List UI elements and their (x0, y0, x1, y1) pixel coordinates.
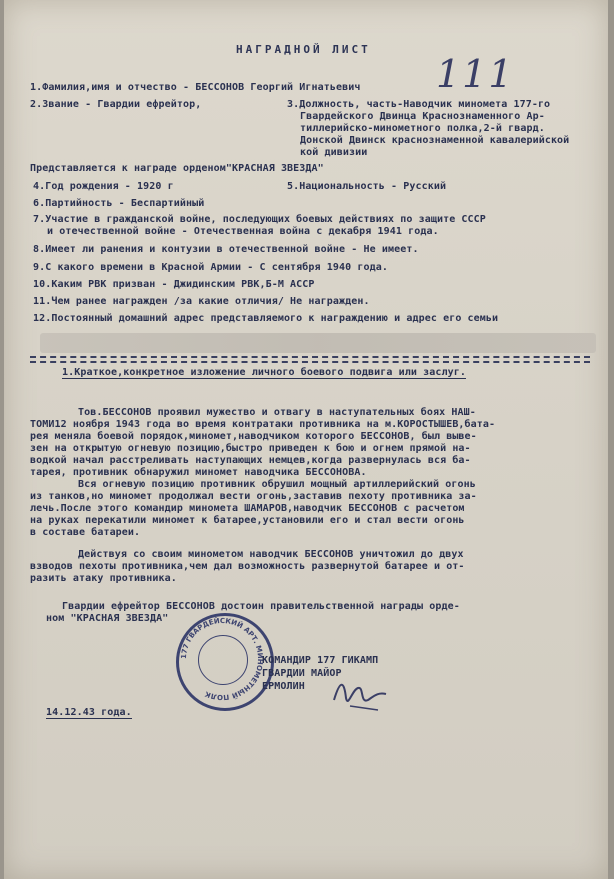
field-birth-year: 4.Год рождения - 1920 г (33, 181, 174, 192)
conclusion-line: ном "КРАСНАЯ ЗВЕЗДА" (46, 613, 169, 624)
nominated-for: Представляется к награде орденом"КРАСНАЯ ЗВЕЗДА" (30, 163, 324, 174)
divider-bottom (30, 361, 590, 363)
signature-name: ЕРМОЛИН (262, 681, 305, 692)
narrative-line: из танков,но миномет продолжал вести огонь,заставив пехоту противника за- (30, 491, 477, 502)
result-line: разить атаку противника. (30, 573, 177, 584)
conclusion-line: Гвардии ефрейтор БЕССОНОВ достоин правительственной награды орде- (62, 601, 460, 612)
stamp-ring-text (176, 613, 268, 705)
result-line: взводов пехоты противника,чем дал возможность развернутой батарее и от- (30, 561, 465, 572)
narrative-line: в составе батареи. (30, 527, 141, 538)
handwritten-signature (330, 670, 390, 720)
field-rank: 2.Звание - Гвардии ефрейтор, (30, 99, 202, 110)
field-participation-1: 7.Участие в гражданской войне, последующих боевых действиях по защите СССР (33, 214, 486, 225)
corner-number: 111 (436, 52, 515, 96)
narrative-line: рея меняла боевой порядок,миномет,наводчиком которого БЕССОНОВ, был выве- (30, 431, 477, 442)
field-draft-office: 10.Каким РВК призван - Джидинским РВК,Б-М АССР (33, 279, 315, 290)
page-title: НАГРАДНОЙ ЛИСТ (236, 43, 371, 56)
field-name: 1.Фамилия,имя и отчество - БЕССОНОВ Георгий Игнатьевич (30, 82, 361, 93)
narrative-line: на руках перекатили миномет к батарее,установили его и стал вести огонь (30, 515, 465, 526)
field-position-1: 3.Должность, часть-Наводчик миномета 177-го (287, 99, 551, 110)
section-heading: 1.Краткое,конкретное изложение личного боевого подвига или заслуг. (62, 367, 466, 378)
narrative-line: водкой начал расстреливать наступающих немцев,когда развернулась вся ба- (30, 455, 471, 466)
signature-title-2: ГВАРДИИ МАЙОР (262, 668, 342, 679)
field-party: 6.Партийность - Беспартийный (33, 198, 205, 209)
narrative-line: лечь.После этого командир миномета ШАМАРОВ,наводчик БЕССОНОВ с расчетом (30, 503, 465, 514)
divider-top (30, 356, 590, 358)
field-address: 12.Постоянный домашний адрес представляемого к награждению и адрес его семьи (33, 313, 499, 324)
field-service-start: 9.С какого времени в Красной Армии - С сентября 1940 года. (33, 262, 388, 273)
field-position-3: тиллерийско-минометного полка,2-й гвард. (300, 123, 545, 134)
field-participation-2: и отечественной войне - Отечественная война с декабря 1941 года. (47, 226, 439, 237)
field-position-4: Донской Двинск краснознаменной кавалерийской (300, 135, 570, 146)
signature-title-1: КОМАНДИР 177 ГИКАМП (262, 655, 379, 666)
narrative-line: Тов.БЕССОНОВ проявил мужество и отвагу в наступательных боях НАШ- (78, 407, 476, 418)
field-position-5: кой дивизии (300, 147, 368, 158)
stamp-text: 177 ГВАРДЕЙСКИЙ АРТ. МИНОМЕТНЫЙ ПОЛК (179, 616, 265, 702)
field-wounds: 8.Имеет ли ранения и контузии в отечественной войне - Не имеет. (33, 244, 419, 255)
result-line: Действуя со своим минометом наводчик БЕССОНОВ уничтожил до двух (78, 549, 464, 560)
narrative-line: Вся огневую позицию противник обрушил мощный артиллерийский огонь (78, 479, 476, 490)
redacted-address (40, 333, 596, 353)
field-nationality: 5.Национальность - Русский (287, 181, 447, 192)
field-previous-awards: 11.Чем ранее награжден /за какие отличия/ Не награжден. (33, 296, 370, 307)
narrative-line: зен на открытую огневую позицию,быстро приведен к бою и огнем прямой на- (30, 443, 471, 454)
document-date: 14.12.43 года. (46, 707, 132, 718)
field-position-2: Гвардейского Двинца Краснознаменного Ар- (300, 111, 545, 122)
narrative-line: ТОМИ12 ноября 1943 года во время контратаки противника на м.КОРОСТЫШЕВ,бата- (30, 419, 496, 430)
narrative-line: тарея, противник обнаружил миномет наводчика БЕССОНОВА. (30, 467, 367, 478)
svg-text:177 ГВАРДЕЙСКИЙ АРТ. МИНОМЕТНЫ (180, 616, 264, 701)
